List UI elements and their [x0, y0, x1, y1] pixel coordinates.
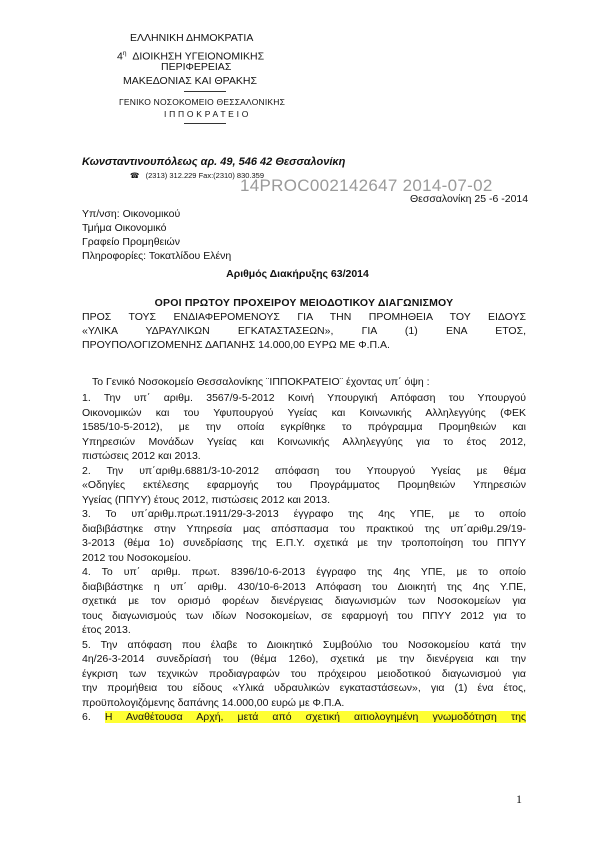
item2-line: «Οδηγίες εκτέλεσης εφαρμογής του Προγράμματος Προμηθειών Υπηρεσιών	[82, 479, 526, 491]
tender-title-line4: ΠΡΟΥΠΟΛΟΓΙΖΟΜΕΝΗΣ ΔΑΠΑΝΗΣ 14.000,00 ΕΥΡΩ ΜΕ Φ.Π.Α.	[82, 339, 390, 351]
tender-title-line2: ΠΡΟΣ ΤΟΥΣ ΕΝΔΙΑΦΕΡΟΜΕΝΟΥΣ ΓΙΑ ΤΗΝ ΠΡΟΜΗΘΕΙΑ ΤΟΥ ΕΙΔΟΥΣ	[82, 311, 526, 323]
item3-line: 3. Το υπ΄αριθμ.πρωτ.1911/29-3-2013 έγγραφο της 4ης ΥΠΕ, με το οποίο	[82, 508, 526, 520]
item4-line: διαβιβάστηκε η υπ΄ αριθμ. 430/10-6-2013 Απόφαση του Διοικητή της 4ης Υ.ΠΕ,	[82, 580, 526, 593]
date-line: Θεσσαλονίκη 25 -6 -2014	[410, 193, 529, 205]
item1-line: Υπηρεσιών Μονάδων Υγείας και Κοινωνικής Αλληλεγγύης για το έτος 2012,	[82, 435, 526, 448]
hospital-label: ΓΕΝΙΚΟ ΝΟΣΟΚΟΜΕΙΟ ΘΕΣΣΑΛΟΝΙΚΗΣ	[119, 97, 286, 107]
item1-line: 1585/10-5-2012), με την οποία εγκρίθηκε το πρόγραμμα Προμηθειών και	[82, 421, 526, 433]
hospital-address: Κωνσταντινουπόλεως αρ. 49, 546 42 Θεσσαλονίκη	[82, 156, 346, 168]
admin-text: ΔΙΟΙΚΗΣΗ ΥΓΕΙΟΝΟΜΙΚΗΣ	[132, 50, 265, 63]
item5-line: προϋπολογιζόμενης δαπάνης 14.000,00 ευρώ με Φ.Π.Α.	[82, 696, 345, 709]
item3-line: 3-2013 (θέμα 1ο) συνεδρίασης της Ε.Π.Υ. σχετικά με την τροποποίηση του ΠΠΥΥ	[82, 537, 526, 549]
item5-line: έγκριση των τεχνικών προδιαγραφών του πρόχειρου μειοδοτικού διαγωνισμού για	[82, 667, 526, 680]
header-divider	[184, 91, 226, 92]
considerations-list	[82, 391, 526, 725]
item4-line: τους διαγωνισμούς των ιδίων Νοσοκομείων, σε εφαρμογή του ΠΠΥΥ 2012 για το	[82, 609, 526, 622]
tender-title-line3: «ΥΛΙΚΑ ΥΔΡΑΥΛΙΚΩΝ ΕΓΚΑΤΑΣΤΑΣΕΩΝ», ΓΙΑ (1) ΕΝΑ ΕΤΟΣ,	[82, 325, 526, 337]
item4-line: σχετικά με τον ορισμό φορέων διενέργειας διαγωνισμών των Νοσοκομείων για	[82, 595, 526, 607]
item2-line: Υγείας (ΠΠΥΥ) έτους 2012, πιστώσεις 2012 και 2013.	[82, 493, 331, 506]
republic-label: ΕΛΛΗΝΙΚΗ ΔΗΜΟΚΡΑΤΙΑ	[130, 32, 254, 44]
protocol-watermark: 14PROC002142647 2014-07-02	[240, 176, 493, 195]
region-label: ΠΕΡΙΦΕΡΕΙΑΣ	[161, 61, 232, 73]
item3-line: διαβιβάστηκε στην Υπηρεσία μας απόσπασμα του πρακτικού της υπ΄αριθμ.29/19-	[82, 522, 526, 535]
item6-line	[82, 710, 526, 725]
item1-line: Οικονομικών και του Υφυπουργού Υγείας και Κοινωνικής Αλληλεγγύης (ΦΕΚ	[82, 406, 526, 419]
item6-number: 6.	[82, 711, 91, 723]
item4-line: έτος 2013.	[82, 624, 131, 636]
tender-title	[82, 296, 526, 352]
admin-number: 4	[117, 50, 123, 63]
hospital-name: Ι Π Π Ο Κ Ρ Α Τ Ε Ι Ο	[164, 109, 249, 119]
item1-line: πιστώσεις 2012 και 2013.	[82, 450, 201, 462]
contact-text: (2313) 312.229 Fax:(2310) 830.359	[145, 171, 265, 180]
phone-icon: ☎	[130, 171, 140, 180]
item1-line: 1. Την υπ΄ αριθμ. 3567/9-5-2012 Κοινή Υπουργική Απόφαση του Υπουργού	[82, 392, 526, 404]
info-contact-person: Πληροφορίες: Τοκατλίδου Ελένη	[82, 250, 232, 262]
intro-paragraph: Το Γενικό Νοσοκομείο Θεσσαλονίκης ¨ΙΠΠΟΚΡΑΤΕΙΟ¨ έχοντας υπ΄ όψη :	[92, 376, 430, 388]
item2-line: 2. Την υπ΄αριθμ.6881/3-10-2012 απόφαση του Υπουργού Υγείας με θέμα	[82, 464, 526, 477]
region2-label: ΜΑΚΕΔΟΝΙΑΣ ΚΑΙ ΘΡΑΚΗΣ	[123, 75, 257, 87]
info-section: Τμήμα Οικονομικό	[82, 222, 167, 234]
item5-line: την προμήθεια του είδους «Υλικά υδραυλικών εγκαταστάσεων», για (1) ένα έτος,	[82, 682, 526, 694]
info-office: Γραφείο Προμηθειών	[82, 236, 180, 248]
item5-line: 4η/26-3-2014 συνεδρίασή του (θέμα 126ο), σχετικά με την διενέργεια και την	[82, 653, 526, 665]
header-divider-2	[184, 123, 226, 124]
info-department: Υπ/νση: Οικονομικού	[82, 208, 181, 220]
item6-highlighted-text: Η Αναθέτουσα Αρχή, μετά από σχετική αιτιολογημένη γνωμοδότηση της	[104, 711, 526, 723]
admin-superscript: η	[122, 50, 127, 57]
page-number: 1	[516, 792, 522, 806]
item5-line: 5. Την απόφαση που έλαβε το Διοικητικό Συμβούλιο του Νοσοκομείου κατά την	[82, 638, 526, 651]
tender-title-main: ΟΡΟΙ ΠΡΩΤΟΥ ΠΡΟΧΕΙΡΟΥ ΜΕΙΟΔΟΤΙΚΟΥ ΔΙΑΓΩΝΙΣΜΟΥ	[154, 297, 454, 309]
item4-line: 4. Το υπ΄ αριθμ. πρωτ. 8396/10-6-2013 έγγραφο της 4ης ΥΠΕ, με το οποίο	[82, 566, 526, 578]
proclamation-number: Αριθμός Διακήρυξης 63/2014	[226, 268, 369, 280]
item3-line: 2012 του Νοσοκομείου.	[82, 551, 192, 564]
